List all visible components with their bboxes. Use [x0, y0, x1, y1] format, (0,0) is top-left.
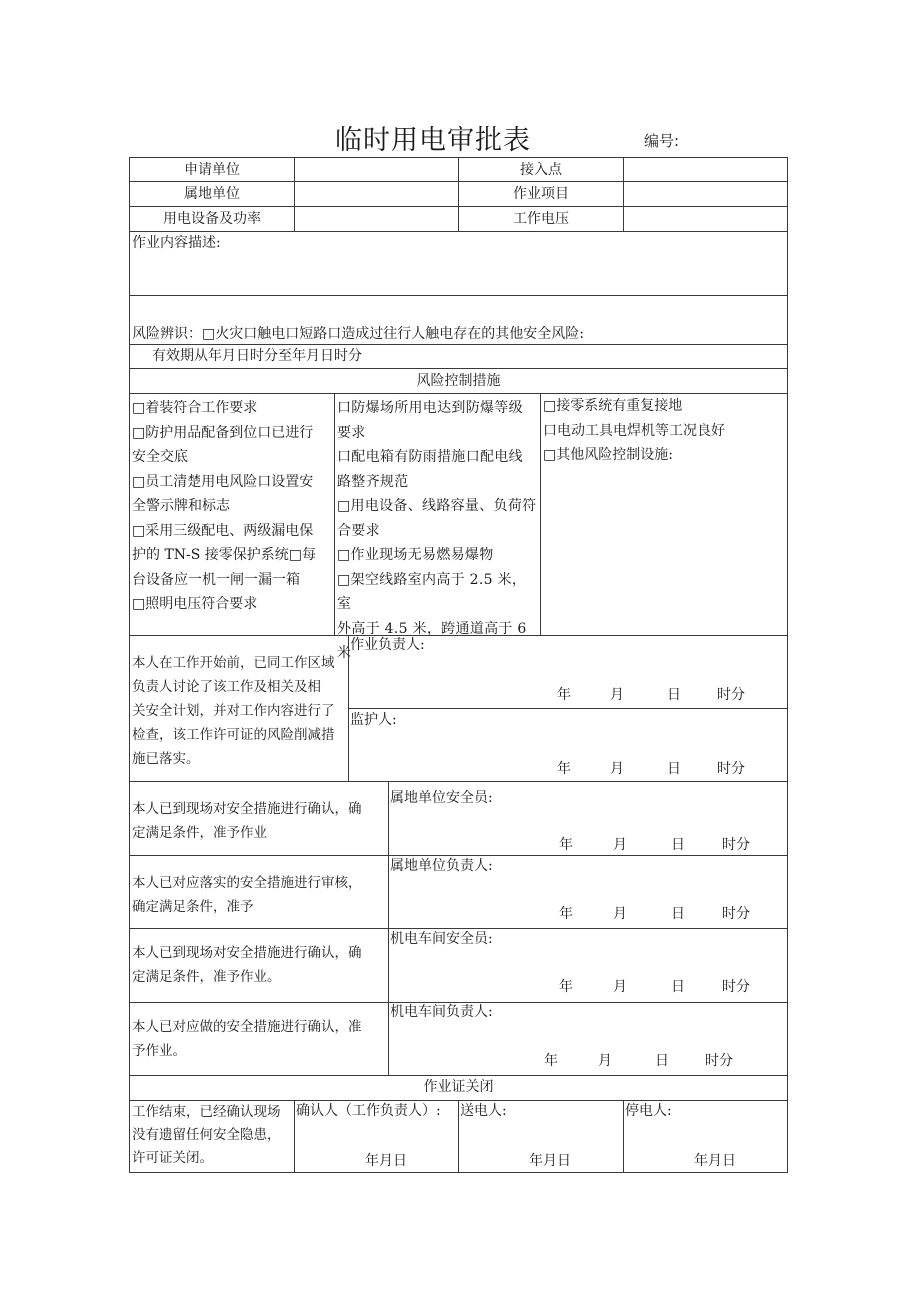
risk-control-heading: 风险控制措施: [129, 368, 788, 394]
serial-number-label: 编号:: [644, 132, 680, 150]
control-item: 外高于 4.5 米，跨通道高于 6 米: [337, 620, 527, 661]
control-item: 安全交底: [132, 449, 188, 465]
control-item[interactable]: 口电动工具电焊机等工况良好: [543, 422, 725, 439]
closure-statement: 工作结束，已经确认现场 没有遗留任何安全隐患， 许可证关闭。: [129, 1100, 295, 1173]
closure-heading: 作业证关闭: [129, 1075, 788, 1101]
local-unit-leader-signature[interactable]: 属地单位负责人: 年 月 日 时分: [388, 855, 788, 929]
control-item[interactable]: □作业现场无易燃易爆物: [337, 547, 494, 563]
control-item[interactable]: □防护用品配备到位口已进行: [132, 424, 314, 441]
work-description-field[interactable]: [129, 231, 788, 296]
workshop-safety-officer-signature[interactable]: 机电车间安全员: 年 月 日 时分: [388, 928, 788, 1003]
control-item[interactable]: □照明电压符合要求: [132, 596, 258, 612]
risk-control-col1[interactable]: [129, 393, 335, 636]
risk-identification-text[interactable]: 风险辨识：□火灾口触电口短路口造成过往行人触电存在的其他安全风险:: [132, 326, 584, 342]
workshop-leader-signature[interactable]: 机电车间负责人: 年 月 日 时分: [388, 1002, 788, 1076]
control-item: 台设备应一机一闸一漏一箱: [132, 571, 300, 588]
equipment-power-field[interactable]: [294, 206, 459, 232]
label-applicant-unit: 申请单位: [129, 157, 295, 182]
work-leader-label: 作业负责人:: [350, 637, 425, 653]
approval-statement-2: 本人已对应落实的安全措施进行审核， 确定满足条件，准予: [129, 855, 389, 929]
work-item-field[interactable]: [623, 181, 788, 207]
local-safety-officer-signature[interactable]: 属地单位安全员: 年 月 日 时分: [388, 781, 788, 856]
control-item: 全警示牌和标志: [132, 498, 230, 514]
control-item[interactable]: 护的 TN-S 接零保护系统□每: [132, 547, 317, 563]
approval-statement-3: 本人已到现场对安全措施进行确认，确 定满足条件，准予作业。: [129, 928, 389, 1003]
applicant-unit-field[interactable]: [294, 157, 459, 182]
guardian-signature[interactable]: 监护人: 年 月 日 时分: [348, 708, 788, 782]
control-item[interactable]: □接零系统有重复接地: [543, 398, 683, 414]
control-item[interactable]: □采用三级配电、两级漏电保: [132, 522, 314, 539]
approval-statement-4: 本人已对应做的安全措施进行确认，准 予作业。: [129, 1002, 389, 1076]
guardian-label: 监护人:: [350, 712, 397, 728]
risk-identification-row: [129, 295, 788, 345]
working-voltage-field[interactable]: [623, 206, 788, 232]
access-point-field[interactable]: [623, 157, 788, 182]
control-item[interactable]: □架空线路室内高于 2.5 米，室: [337, 571, 527, 612]
work-leader-signature[interactable]: 作业负责人: 年 月 日 时分: [348, 635, 788, 709]
control-item: 合要求: [337, 522, 380, 539]
label-work-item: 作业项目: [458, 181, 624, 207]
local-unit-field[interactable]: [294, 181, 459, 207]
control-item: 路整齐规范: [337, 473, 409, 490]
control-item[interactable]: □着装符合工作要求: [132, 400, 258, 416]
approval-statement-1: 本人已到现场对安全措施进行确认，确 定满足条件，准予作业: [129, 781, 389, 856]
control-item[interactable]: 口防爆场所用电达到防爆等级: [337, 400, 523, 416]
label-working-voltage: 工作电压: [458, 206, 624, 232]
control-item[interactable]: 口配电箱有防雨措施口配电线: [337, 449, 523, 465]
label-access-point: 接入点: [458, 157, 624, 182]
power-on-signature[interactable]: 送电人: 年月日: [458, 1100, 624, 1173]
label-local-unit: 属地单位: [129, 181, 295, 207]
control-item[interactable]: □其他风险控制设施:: [543, 447, 673, 463]
form-title: 临时用电审批表: [335, 125, 531, 156]
confirmer-signature[interactable]: 确认人（工作负责人）: 年月日: [294, 1100, 459, 1173]
risk-control-col3[interactable]: [540, 393, 788, 636]
validity-period[interactable]: 有效期从年月日时分至年月日时分: [129, 344, 788, 369]
label-equipment-power: 用电设备及功率: [129, 206, 295, 232]
work-statement: 本人在工作开始前，已同工作区域 负责人讨论了该工作及相关及相 关安全计划，并对工作内容进行了 检查，该工作许可证的风险削减措 施已落实。: [129, 635, 349, 782]
work-description-label: 作业内容描述:: [132, 235, 221, 251]
control-item: 要求: [337, 424, 366, 441]
power-off-signature[interactable]: 停电人: 年月日: [623, 1100, 788, 1173]
control-item[interactable]: □用电设备、线路容量、负荷符: [337, 498, 537, 514]
control-item[interactable]: □员工清楚用电风险口设置安: [132, 473, 314, 490]
